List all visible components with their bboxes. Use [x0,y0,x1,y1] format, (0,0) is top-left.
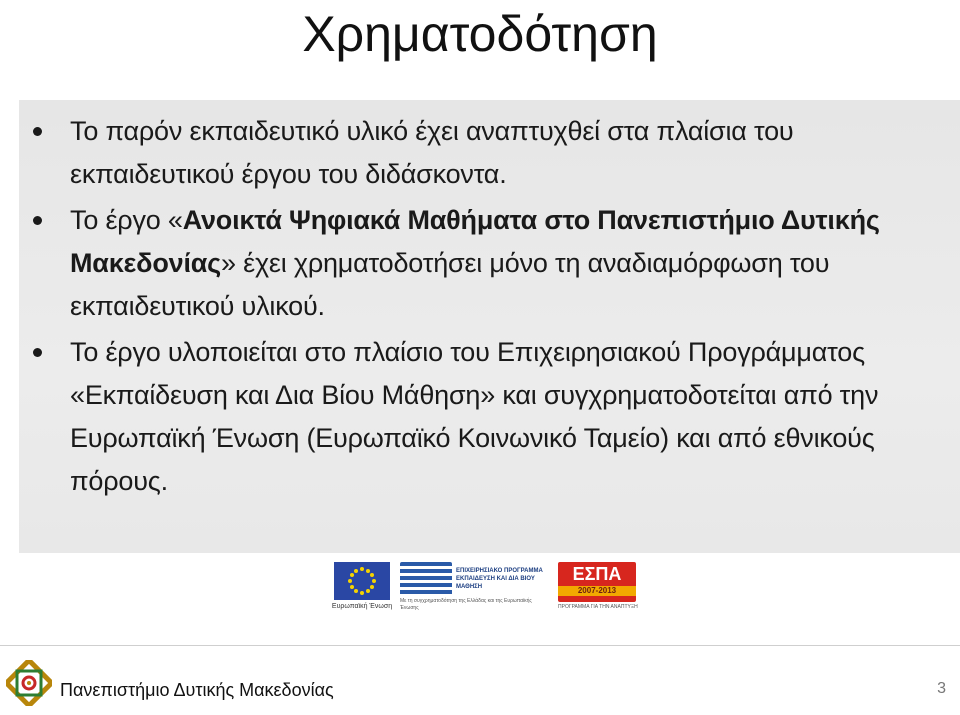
operational-programme-logo [400,562,550,630]
bullet-text: » έχει χρηματοδοτήσει μόνο τη αναδιαμόρφωση του εκπαιδευτικού υλικού. [70,248,830,321]
eu-star-icon [348,579,352,583]
eu-star-icon [354,589,358,593]
footer-university: Πανεπιστήμιο Δυτικής Μακεδονίας [60,680,334,700]
eu-caption: Ευρωπαϊκή Ένωση [331,603,393,610]
bullet-text: Το έργο υλοποιείται στο πλαίσιο του Επιχειρησιακού Προγράμματος «Εκπαίδευση και Δια Βίου Μάθηση» και συγχρηματοδοτείται από την Ευρωπαϊκή Ένωση (Ευρωπαϊκό Κοινωνικό Ταμείο) και από εθνικούς πόρους. [70,337,879,496]
eu-star-icon [372,579,376,583]
eu-star-icon [350,573,354,577]
espa-years: 2007-2013 [558,586,636,596]
eu-star-icon [360,567,364,571]
op-title: ΕΠΙΧΕΙΡΗΣΙΑΚΟ ΠΡΟΓΡΑΜΜΑ ΕΚΠΑΙΔΕΥΣΗ ΚΑΙ ΔΙΑ ΒΙΟΥ ΜΑΘΗΣΗ [456,568,543,590]
eu-flag-icon [334,562,390,600]
espa-icon [558,562,636,602]
funding-logos [332,562,647,634]
eu-star-icon [366,589,370,593]
eu-star-icon [350,585,354,589]
op-subtitle: Με τη συγχρηματοδότηση της Ελλάδας και της Ευρωπαϊκής Ένωσης [400,598,532,611]
espa-name: ΕΣΠΑ [572,564,622,584]
slide-title: Χρηματοδότηση [302,6,658,62]
page-number: 3 [937,680,946,697]
bullet-text: Το έργο « [70,205,183,235]
operational-programme-icon [400,562,452,596]
footer-divider [0,645,960,646]
bullet-item [33,331,933,503]
espa-caption: ΠΡΟΓΡΑΜΜΑ ΓΙΑ ΤΗΝ ΑΝΑΠΤΥΞΗ [558,604,638,610]
bullet-text: Το παρόν εκπαιδευτικό υλικό έχει αναπτυχθεί στα πλαίσια του εκπαιδευτικού έργου του διδάσκοντα. [70,116,794,189]
bullet-item [33,199,933,328]
bullet-list [33,110,933,506]
eu-logo [332,562,392,630]
bullet-dot-icon [33,127,42,136]
eu-star-icon [370,573,374,577]
eu-star-icon [354,569,358,573]
bullet-dot-icon [33,348,42,357]
eu-star-icon [366,569,370,573]
bullet-bold-text: Ανοικτά Ψηφιακά Μαθήματα στο Πανεπιστήμιο Δυτικής Μακεδονίας [70,205,880,278]
eu-star-icon [360,591,364,595]
bullet-dot-icon [33,216,42,225]
eu-star-icon [370,585,374,589]
bullet-item [33,110,933,196]
university-logo-icon [6,660,52,706]
espa-logo [558,562,640,630]
